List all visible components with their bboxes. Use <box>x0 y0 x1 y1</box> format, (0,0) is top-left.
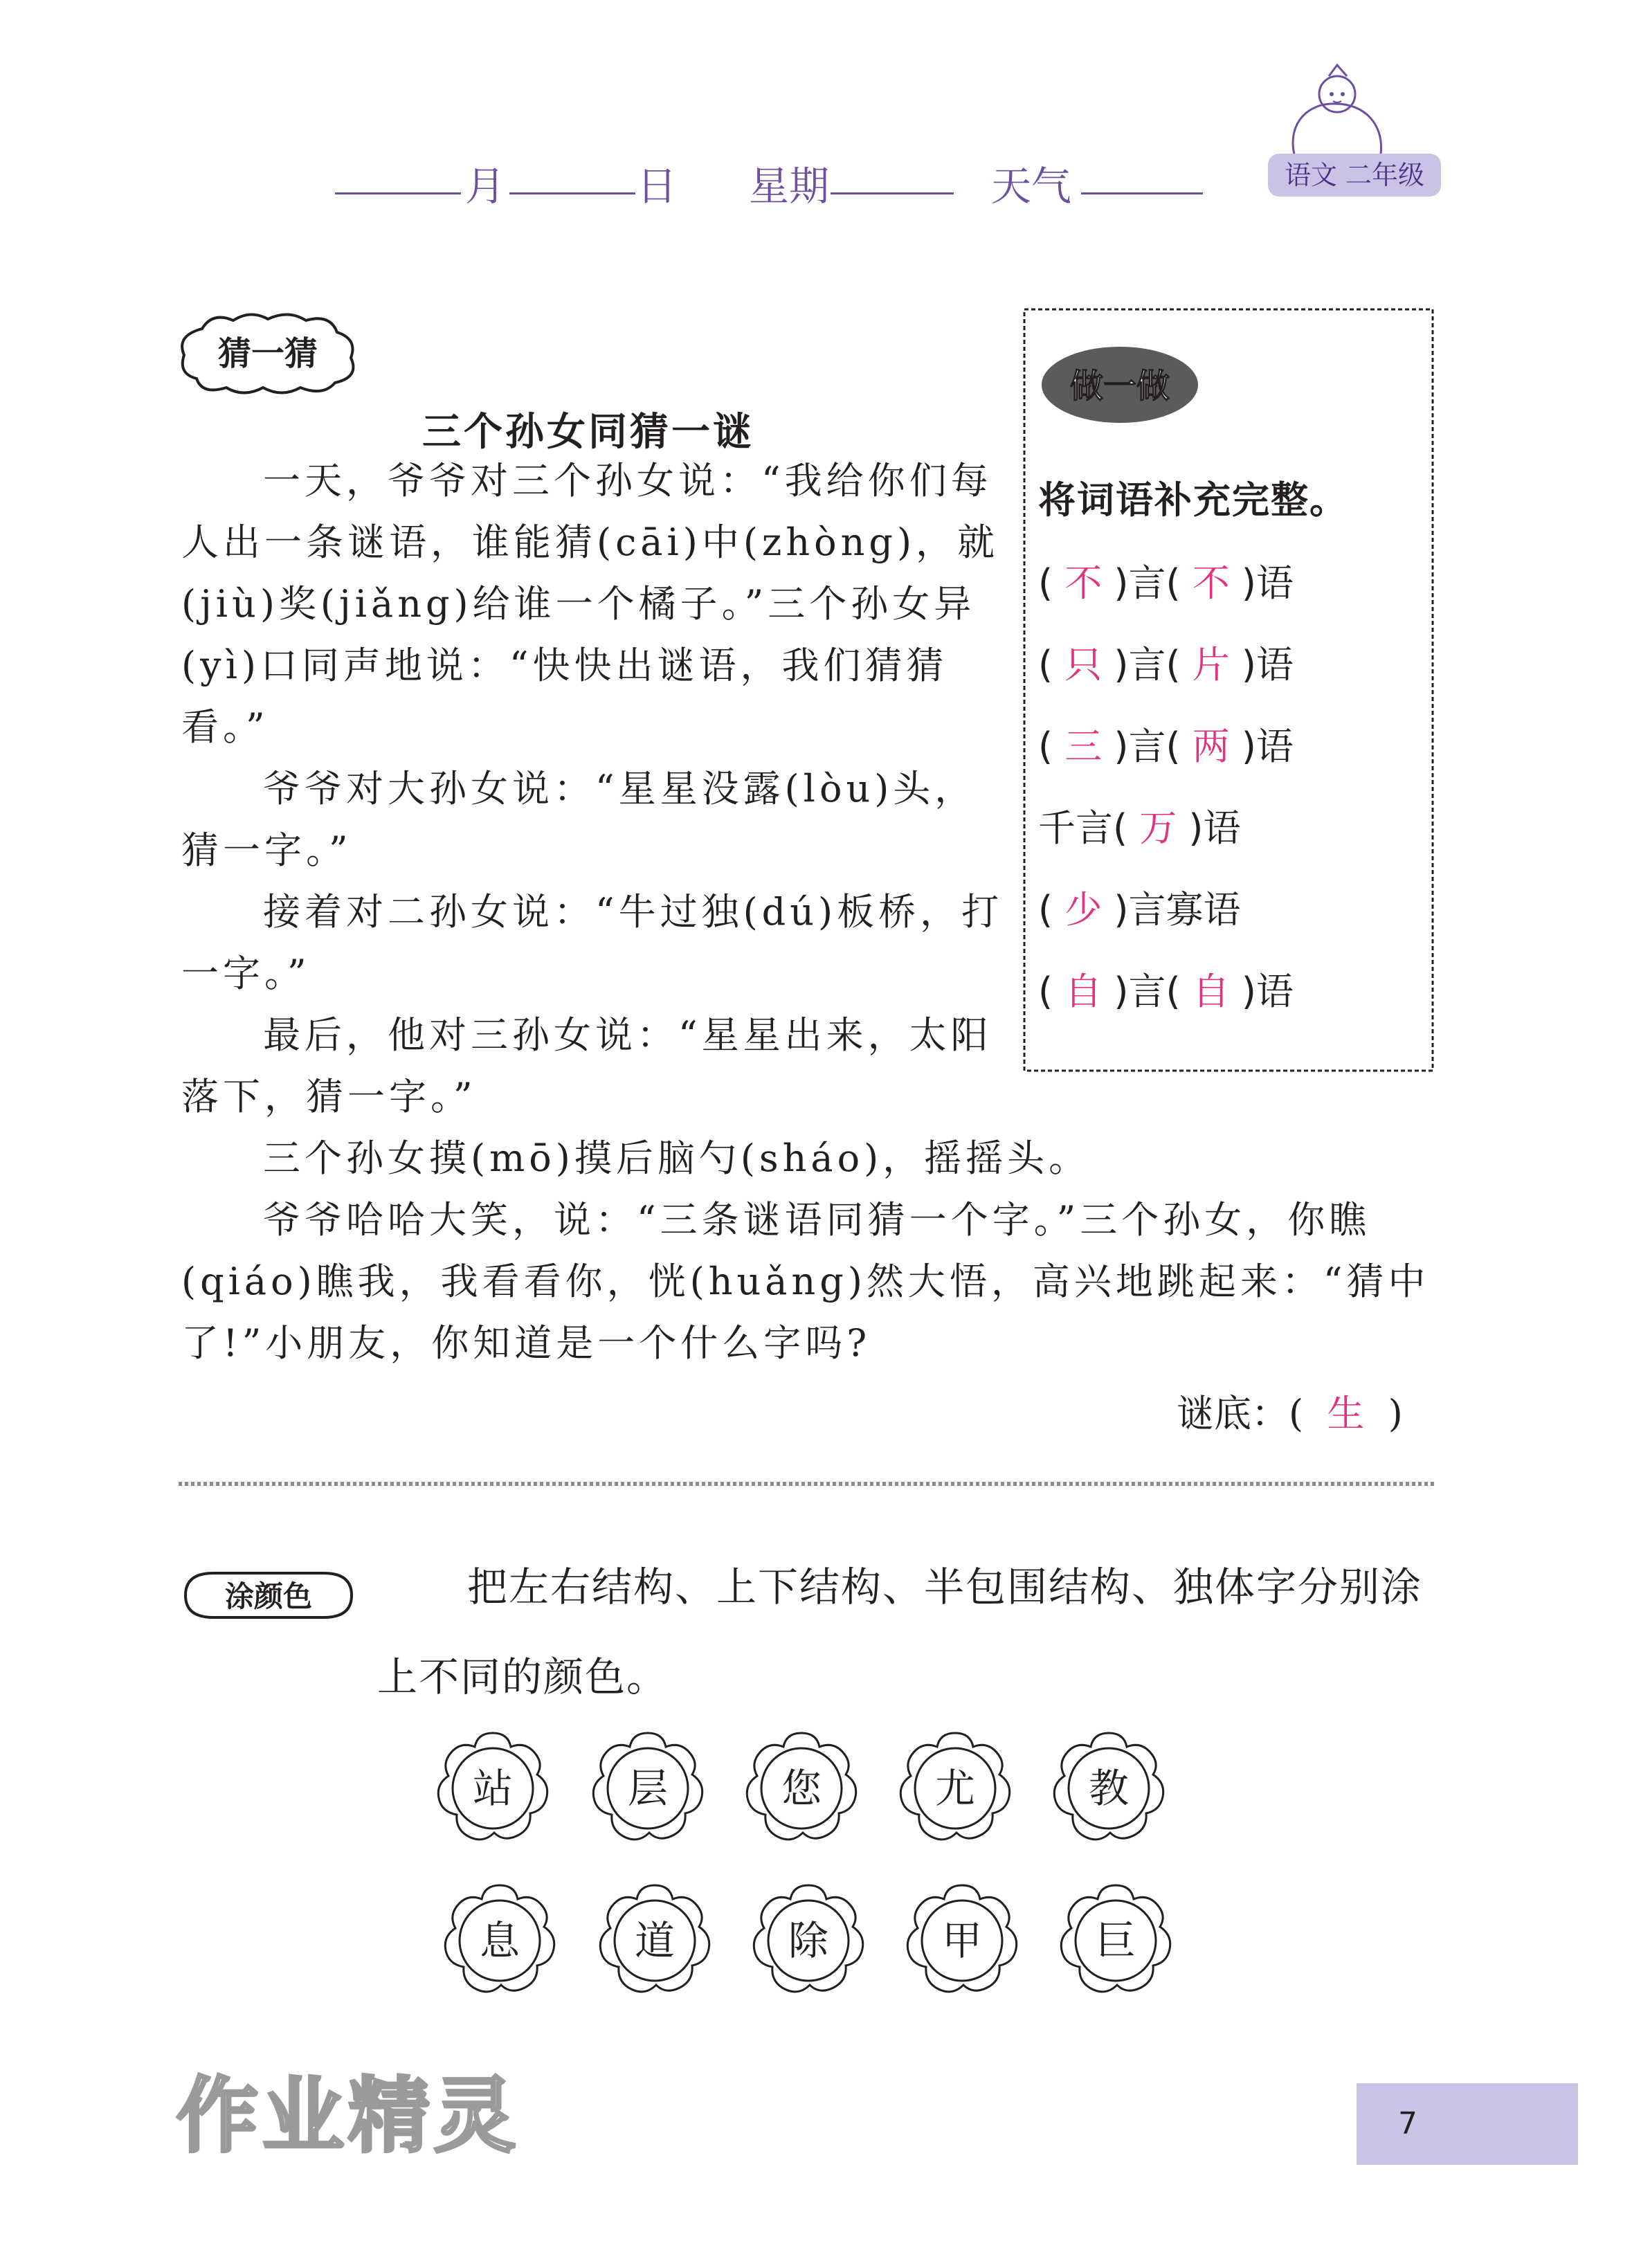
do-section-label <box>1040 345 1200 425</box>
weather-label: 天气 <box>991 163 1072 210</box>
do-label-text: 做一做 <box>1069 367 1170 406</box>
do-instruction: 将词语补充完整。 <box>1038 478 1348 522</box>
idiom-answer: 两 <box>1192 725 1230 768</box>
idiom-row: 千言( 万 )语 <box>1038 806 1241 850</box>
color-label-text: 涂颜色 <box>224 1579 313 1613</box>
character: 站 <box>472 1765 513 1812</box>
character-flower[interactable] <box>1049 1729 1168 1848</box>
day-label: 日 <box>637 163 678 210</box>
character-flower[interactable] <box>595 1881 714 2000</box>
color-section-label <box>179 1554 359 1637</box>
riddle-paragraph-4: 最后，他对三孙女说：“星星出来，太阳落下，猜一字。” <box>181 1013 992 1118</box>
idiom-row: ( 自 )言( 自 )语 <box>1038 970 1294 1013</box>
character-flower[interactable] <box>588 1729 707 1848</box>
character-flower[interactable] <box>440 1881 559 2000</box>
riddle-paragraph-1: 一天，爷爷对三个孙女说：“我给你们每人出一条谜语，谁能猜(cāi)中(zhòng)，就(jiù)奖(jiǎng)给谁一个橘子。”三个孙女异(yì)口同声地说：“快快出谜语，我们猜猜看。” <box>181 459 999 749</box>
answer-value: 生 <box>1327 1392 1365 1435</box>
idiom-row: ( 三 )言( 两 )语 <box>1038 725 1294 768</box>
character-flower[interactable] <box>903 1881 1022 2000</box>
riddle-paragraph-5: 三个孙女摸(mō)摸后脑勺(sháo)，摇摇头。 <box>263 1136 1091 1180</box>
idiom-answer: 只 <box>1064 643 1103 687</box>
guess-label-text: 猜一猜 <box>217 334 318 373</box>
idiom-answer: 不 <box>1064 561 1103 605</box>
character: 巨 <box>1095 1917 1136 1964</box>
character: 您 <box>781 1765 822 1812</box>
character-flower[interactable] <box>1056 1881 1175 2000</box>
character: 除 <box>788 1917 828 1964</box>
idiom-answer: 少 <box>1064 888 1103 932</box>
idiom-answer: 片 <box>1192 643 1230 687</box>
month-label: 月 <box>465 163 506 210</box>
idiom-answer: 不 <box>1192 561 1230 605</box>
weekday-label: 星期 <box>749 163 830 210</box>
idiom-answer: 万 <box>1139 806 1177 850</box>
section-divider <box>179 1480 1437 1488</box>
watermark-logo <box>170 2062 557 2166</box>
character-flower[interactable] <box>433 1729 552 1848</box>
guess-section-label <box>174 308 361 398</box>
idiom-answer: 三 <box>1064 725 1103 768</box>
character-flower[interactable] <box>896 1729 1015 1848</box>
riddle-paragraph-6: 爷爷哈哈大笑，说：“三条谜语同猜一个字。”三个孙女，你瞧(qiáo)瞧我，我看看你，恍(huǎng)然大悟，高兴地跳起来：“猜中了!”小朋友，你知道是一个什么字吗? <box>181 1198 1430 1365</box>
answer-close: ) <box>1388 1392 1403 1435</box>
idiom-row: ( 不 )言( 不 )语 <box>1038 561 1294 605</box>
character: 息 <box>479 1917 520 1964</box>
riddle-paragraph-2: 爷爷对大孙女说：“星星没露(lòu)头，猜一字。” <box>181 767 977 872</box>
idiom-row: ( 少 )言寡语 <box>1038 888 1241 932</box>
month-blank-line <box>335 192 461 194</box>
character-flower[interactable] <box>749 1881 868 2000</box>
weekday-blank-line <box>831 192 954 194</box>
riddle-title: 三个孙女同猜一谜 <box>422 410 754 455</box>
grade-tag: 语文 二年级 <box>1268 154 1441 197</box>
riddle-paragraph-3: 接着对二孙女说：“牛过独(dú)板桥，打一字。” <box>181 890 1004 995</box>
character: 尤 <box>934 1765 975 1812</box>
idiom-answer: 自 <box>1064 970 1103 1013</box>
riddle-answer <box>1177 1384 1403 1437</box>
character: 甲 <box>941 1917 982 1964</box>
character: 道 <box>634 1917 675 1964</box>
idiom-answer: 自 <box>1192 970 1230 1013</box>
character-flower[interactable] <box>742 1729 861 1848</box>
coloring-instruction: 把左右结构、上下结构、半包围结构、独体字分别涂上不同的颜色。 <box>377 1563 1423 1700</box>
mascot-icon <box>1280 61 1398 158</box>
idiom-row: ( 只 )言( 片 )语 <box>1038 643 1294 687</box>
svg-text:作业精灵: 作业精灵 <box>176 2068 520 2163</box>
character: 教 <box>1088 1765 1129 1812</box>
weather-blank-line <box>1081 192 1203 194</box>
answer-label: 谜底：( <box>1177 1392 1304 1435</box>
character: 层 <box>627 1765 668 1812</box>
day-blank-line <box>509 192 635 194</box>
page-number: 7 <box>1357 2083 1578 2165</box>
